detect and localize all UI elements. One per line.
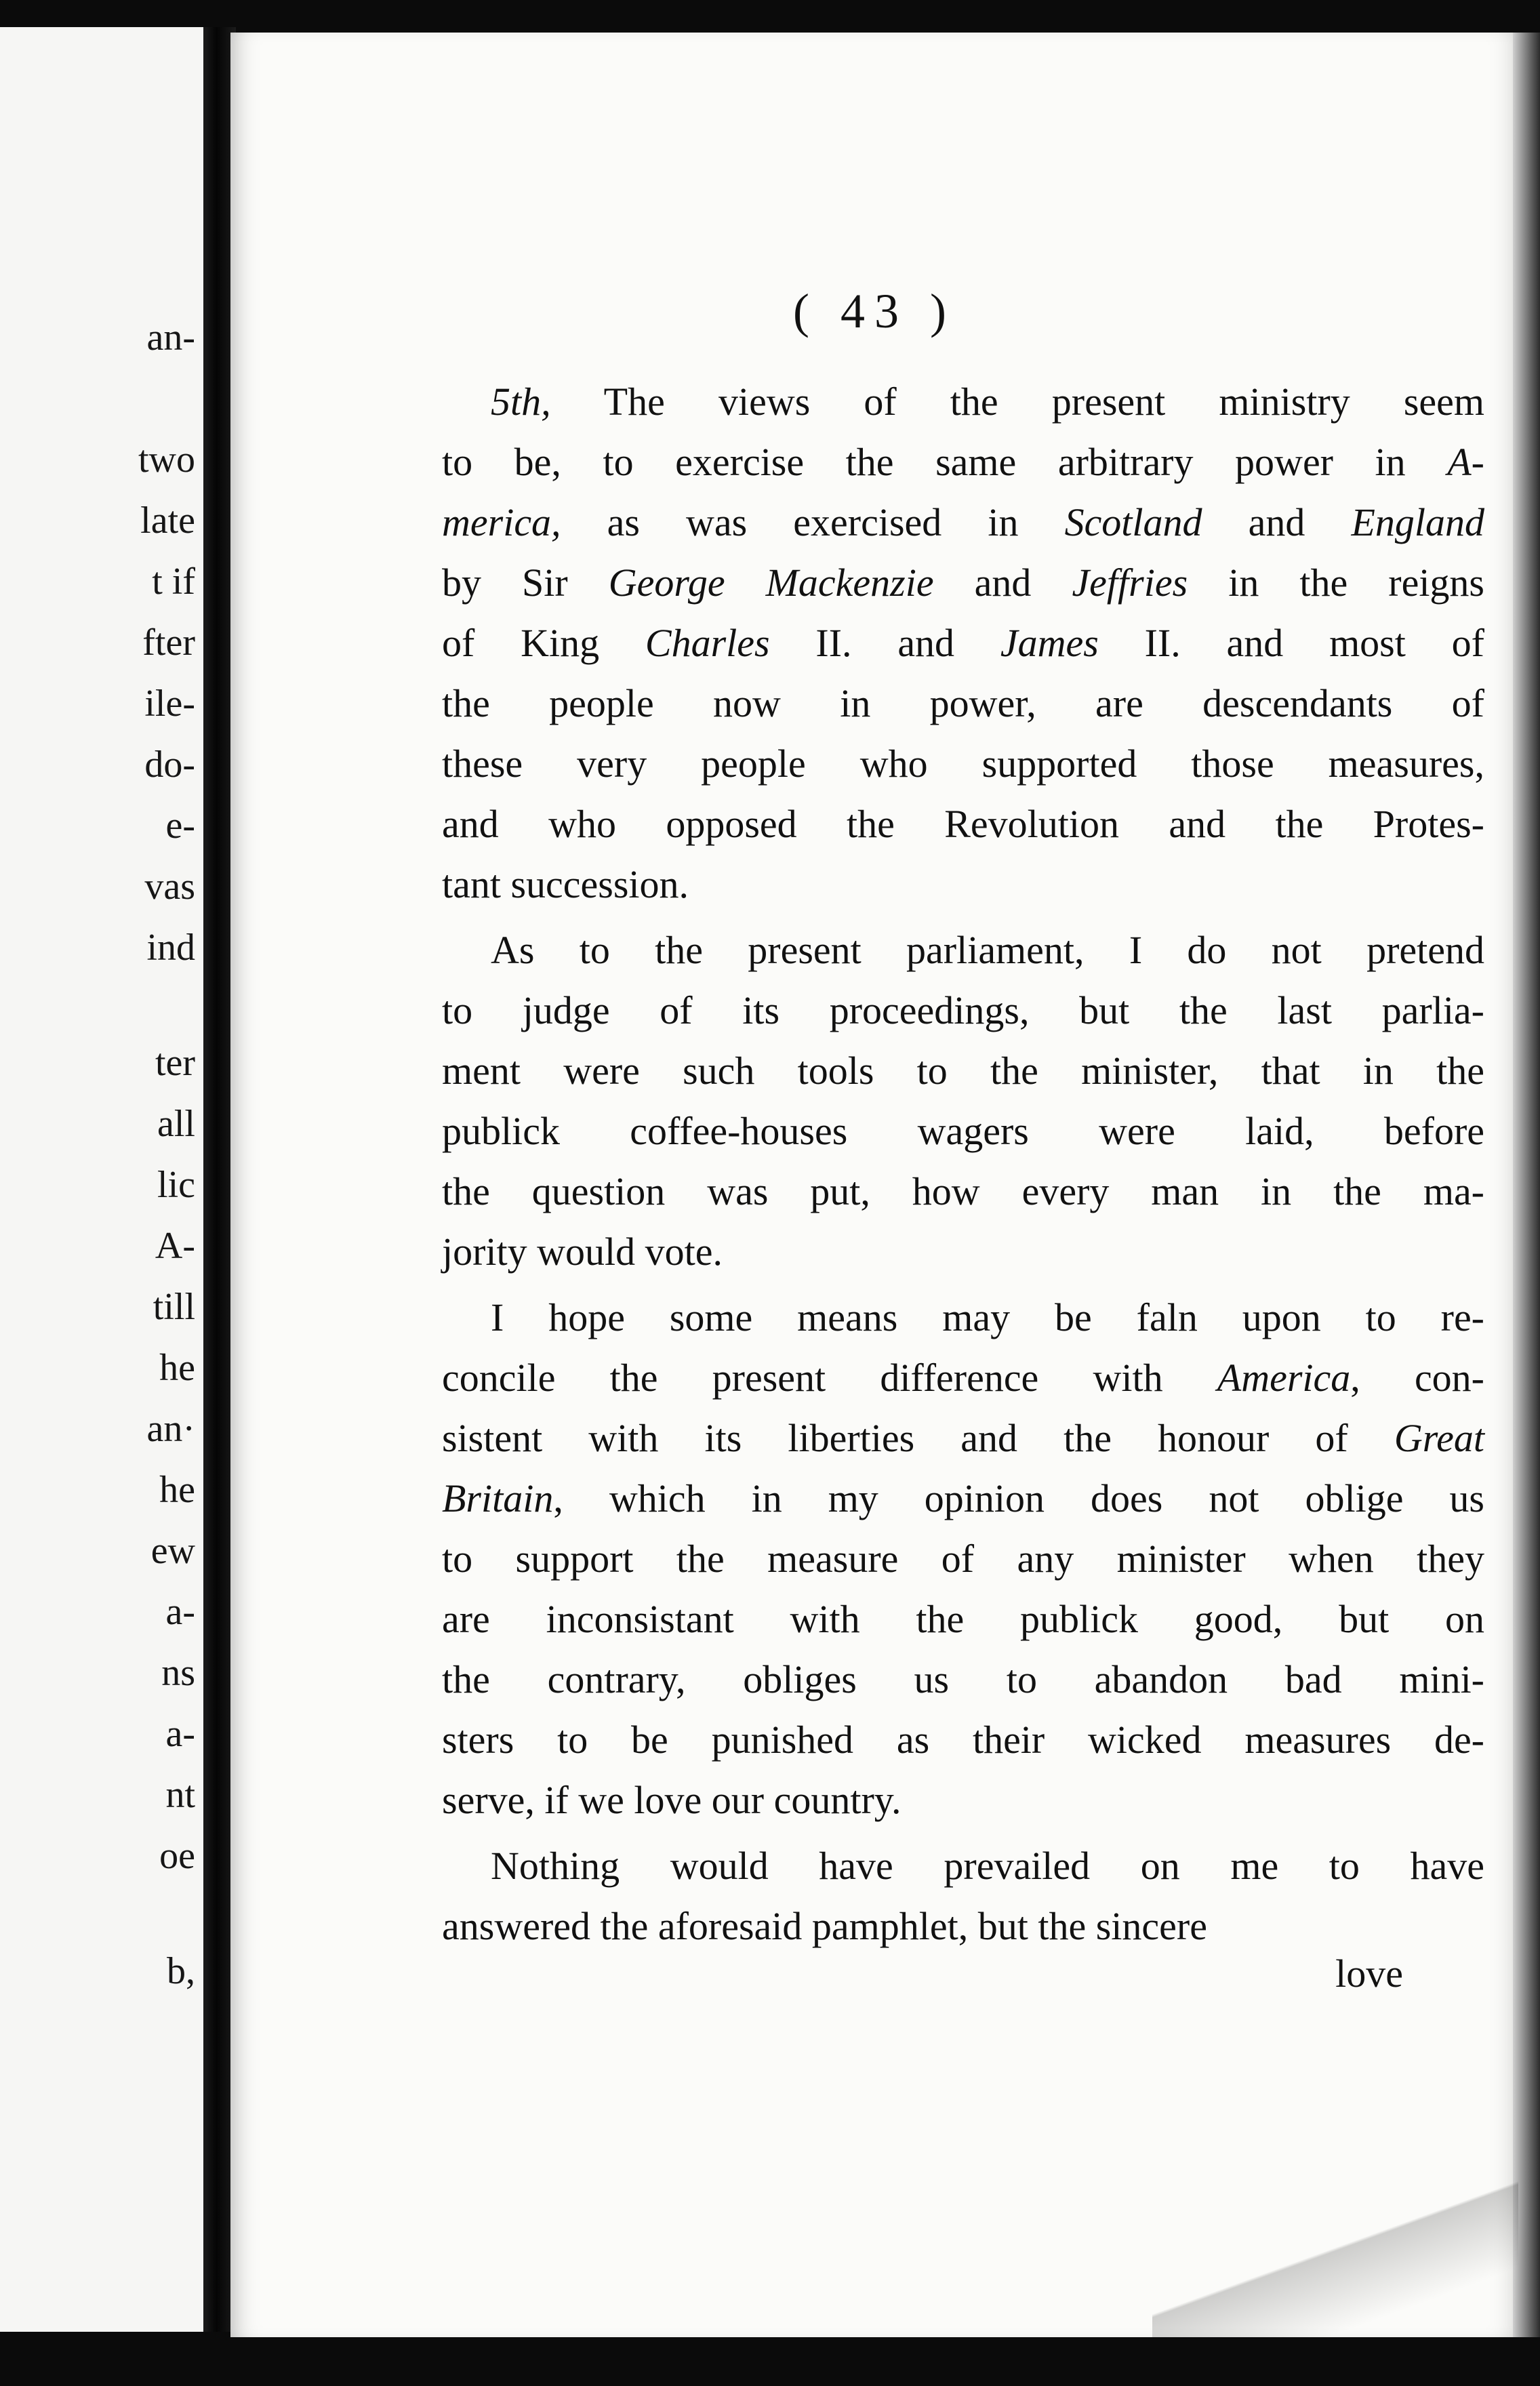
italic-text: James [1000, 621, 1099, 665]
text-line [393, 371, 1484, 432]
text-line [393, 1468, 1484, 1529]
text-run: as was exercised in [561, 500, 1065, 544]
text-line [393, 1408, 1484, 1468]
facing-page-word-fragment: oe [159, 1835, 195, 1877]
text-run: by Sir [442, 561, 609, 605]
facing-page-word-fragment: an· [146, 1408, 195, 1450]
text-line [393, 794, 1484, 854]
text-line [393, 854, 1484, 914]
italic-text: England [1351, 500, 1484, 544]
text-run: in the reigns [1188, 561, 1485, 605]
text-run: concile the present difference with [442, 1356, 1217, 1400]
text-line [393, 1710, 1484, 1770]
book-page [230, 33, 1518, 2337]
text-run: and [1202, 500, 1352, 544]
italic-text: Great [1394, 1416, 1484, 1460]
italic-text: A- [1447, 440, 1484, 484]
facing-page-word-fragment: till [153, 1286, 195, 1328]
text-run: the question was put, how every man in the ma- [442, 1169, 1484, 1213]
text-line [393, 1589, 1484, 1649]
text-line [393, 920, 1484, 980]
facing-page-word-fragment: e- [165, 805, 195, 847]
facing-page-word-fragment: A- [155, 1225, 195, 1267]
italic-text: America [1217, 1356, 1351, 1400]
facing-page-word-fragment: ind [146, 927, 195, 969]
facing-page-word-fragment: b, [167, 1950, 195, 1992]
facing-page-word-fragment: two [138, 439, 195, 481]
text-line [393, 1529, 1484, 1589]
text-line [393, 733, 1484, 794]
text-run: sistent with its liberties and the honour of [442, 1416, 1394, 1460]
text-run: ment were such tools to the minister, that in the [442, 1049, 1484, 1093]
text-run: of King [442, 621, 645, 665]
text-line [393, 1348, 1484, 1408]
text-run: and [933, 561, 1072, 605]
italic-text: George Mackenzie [608, 561, 934, 605]
facing-page-word-fragment: lic [157, 1164, 195, 1206]
italic-text: Britain [442, 1476, 554, 1520]
facing-page-word-fragment: t if [152, 561, 195, 603]
paragraph [393, 1287, 1484, 1830]
facing-page-word-fragment: nt [165, 1774, 195, 1816]
text-run: the people now in power, are descendants of [442, 681, 1484, 725]
facing-page-word-fragment: ew [150, 1530, 195, 1572]
facing-page-word-fragment: he [159, 1347, 195, 1389]
text-run: II. and most of [1098, 621, 1484, 665]
text-run: these very people who supported those measures, [442, 742, 1484, 786]
text-run: to be, to exercise the same arbitrary power in [442, 440, 1448, 484]
text-run: to judge of its proceedings, but the last parlia- [442, 988, 1484, 1032]
italic-text: Jeffries [1072, 561, 1188, 605]
text-line [393, 1287, 1484, 1348]
paragraph [393, 1836, 1484, 1956]
facing-page-word-fragment: ns [161, 1652, 195, 1694]
catchword: love [1335, 1952, 1403, 1996]
paragraph [393, 920, 1484, 1282]
facing-page-word-fragment: a- [165, 1713, 195, 1755]
text-line [393, 432, 1484, 492]
italic-text: 5th, [491, 380, 551, 424]
text-run: serve, if we love our country. [442, 1778, 901, 1822]
facing-page-word-fragment: ile- [144, 683, 195, 725]
facing-page-word-fragment: he [159, 1469, 195, 1511]
text-line [393, 613, 1484, 673]
text-line [393, 1221, 1484, 1282]
page-crease-shadow [1152, 2122, 1518, 2339]
page-edge [1513, 33, 1540, 2337]
text-line [393, 552, 1484, 613]
italic-text: Charles [645, 621, 770, 665]
text-run: II. and [769, 621, 1000, 665]
text-run: I hope some means may be faln upon to re- [491, 1295, 1484, 1339]
text-run: to support the measure of any minister when they [442, 1537, 1484, 1581]
text-run: tant succession. [442, 862, 689, 906]
text-run: As to the present parliament, I do not pretend [491, 928, 1484, 972]
text-run: the contrary, obliges us to abandon bad mini- [442, 1657, 1484, 1701]
italic-text: merica, [442, 500, 561, 544]
text-run: jority would vote. [442, 1230, 723, 1274]
text-run: publick coffee-houses wagers were laid, before [442, 1109, 1484, 1153]
paragraph [393, 371, 1484, 914]
page-number: ( 43 ) [793, 284, 956, 338]
text-line [393, 1040, 1484, 1101]
text-run: , which in my opinion does not oblige us [553, 1476, 1484, 1520]
text-run: , con- [1350, 1356, 1484, 1400]
text-line [393, 1770, 1484, 1830]
text-run: Nothing would have prevailed on me to have [491, 1844, 1484, 1888]
facing-page-word-fragment: do- [144, 744, 195, 786]
text-run: The views of the present ministry seem [550, 380, 1484, 424]
page-body-text [393, 371, 1484, 1962]
facing-page-word-fragment: all [157, 1103, 195, 1145]
text-run: answered the aforesaid pamphlet, but the sincere [442, 1904, 1207, 1948]
text-line [393, 1896, 1484, 1956]
italic-text: Scotland [1064, 500, 1202, 544]
facing-page-word-fragment: fter [142, 622, 195, 664]
facing-page-word-fragment: an- [146, 317, 195, 359]
text-run: are inconsistant with the publick good, but on [442, 1597, 1484, 1641]
facing-page-fragment [0, 27, 209, 2332]
text-line [393, 1836, 1484, 1896]
text-line [393, 1649, 1484, 1710]
facing-page-word-fragment: a- [165, 1591, 195, 1633]
text-line [393, 980, 1484, 1040]
text-run: sters to be punished as their wicked measures de- [442, 1718, 1484, 1762]
facing-page-word-fragment: ter [155, 1042, 195, 1084]
text-line [393, 1161, 1484, 1221]
facing-page-word-fragment: vas [144, 866, 195, 908]
text-line [393, 1101, 1484, 1161]
text-line [393, 492, 1484, 552]
text-run: and who opposed the Revolution and the Protes- [442, 802, 1484, 846]
facing-page-word-fragment: late [140, 500, 195, 542]
text-line [393, 673, 1484, 733]
